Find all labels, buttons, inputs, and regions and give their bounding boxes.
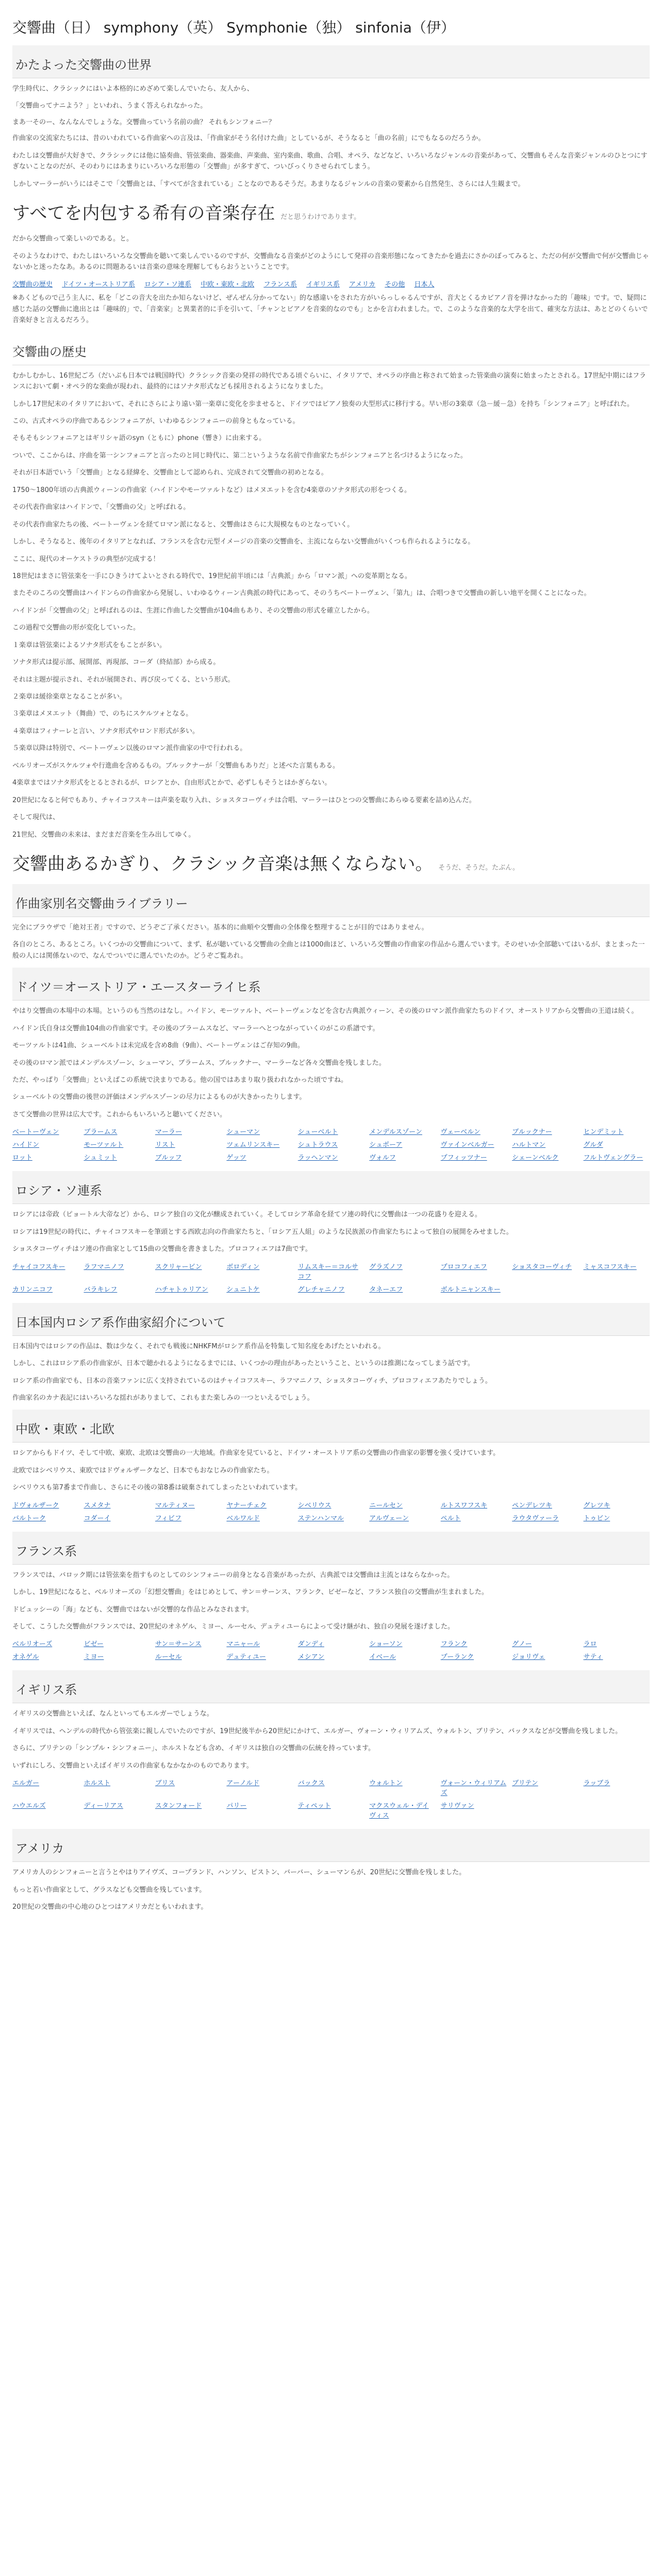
subsection-heading: 日本国内ロシア系作曲家紹介について xyxy=(12,1303,650,1336)
composer-link[interactable]: ゲッツ xyxy=(226,1154,246,1162)
composer-link[interactable]: ロット xyxy=(12,1154,32,1162)
composer-link[interactable]: グレツキ xyxy=(583,1501,610,1510)
tag-link[interactable]: ロシア・ソ連系 xyxy=(144,281,192,289)
section-france xyxy=(12,1532,650,1662)
composer-link[interactable]: ラウタヴァーラ xyxy=(512,1514,559,1522)
composer-link[interactable]: グレチャニノフ xyxy=(297,1285,345,1294)
quote: 「交響曲ってナニよう？」といわれ、うまく答えられなかった。 xyxy=(12,102,207,110)
composer-link[interactable]: シュトラウス xyxy=(297,1141,338,1149)
paragraph: そもそもシンフォニアとはギリシャ語のsyn（ともに）phone（響き）に由来する。 xyxy=(12,434,266,443)
paragraph: しかし、そうなると、後年のイタリアとなれば、フランスを含む元型イメージの音楽の交響曲を、主流にならない交響曲がいくつも作られるようになる。 xyxy=(12,538,475,546)
composer-link[interactable]: トゥビン xyxy=(583,1514,610,1522)
composer-link[interactable]: パリー xyxy=(226,1802,247,1810)
composer-link[interactable]: グラズノフ xyxy=(369,1263,403,1271)
tag-link[interactable]: フランス系 xyxy=(263,281,297,289)
composer-link[interactable]: ディーリアス xyxy=(84,1802,123,1810)
paragraph: ハイドン氏自身は交響曲104曲の作曲家です。その後のブラームスなど、マーラーへとつながっていくのがこの系譜です。 xyxy=(12,1024,379,1032)
composer-link[interactable]: シュポーア xyxy=(369,1141,403,1149)
composer-link[interactable]: スメタナ xyxy=(84,1501,111,1510)
page-title: 交響曲（日） symphony（英） Symphonie（独） sinfonia（伊） xyxy=(12,19,455,36)
composer-link[interactable]: デュティユー xyxy=(226,1653,266,1662)
composer-link[interactable]: ブルッフ xyxy=(155,1154,182,1162)
paragraph: ただ、やっぱり「交響曲」といえばこの系統で決まりである。他の国ではあまり取り扱われなかった頃ですね。 xyxy=(12,1076,348,1084)
composer-grid xyxy=(12,1500,650,1522)
list-item: １楽章は管弦楽によるソナタ形式をもことが多い。 xyxy=(12,641,167,649)
composer-link[interactable]: プフィッツナー xyxy=(440,1154,487,1162)
composer-link[interactable]: ハウエルズ xyxy=(12,1802,46,1810)
paragraph: その代表作曲家たちの後、ベートーヴェンを経てロマン派になると、交響曲はさらに大規模なものとなっていく。 xyxy=(12,520,354,529)
composer-link[interactable]: サン＝サーンス xyxy=(155,1640,202,1649)
paragraph: しかし、これはロシア系の作曲家が、日本で聴かれるようになるまでには、いくつかの理由があったということ、というのは推測になってしまう話です。 xyxy=(12,1360,474,1368)
composer-link[interactable]: ヴァインベルガー xyxy=(440,1141,494,1149)
composer-link[interactable]: ラロ xyxy=(583,1640,597,1649)
composer-link[interactable]: ペルト xyxy=(440,1514,461,1522)
composer-link[interactable]: ボロディン xyxy=(226,1263,260,1271)
composer-link[interactable]: プロコフィエフ xyxy=(440,1263,487,1271)
section-library xyxy=(12,884,650,1522)
composer-link[interactable]: ニールセン xyxy=(369,1501,403,1510)
paragraph: しかし、19世紀になると、ベルリオーズの「幻想交響曲」をはじめとして、サン＝サーンス、フランク、ビゼーなど、フランス独自の交響曲が生まれました。 xyxy=(12,1588,488,1597)
paragraph: その代表作曲家はハイドンで、「交響曲の父」と呼ばれる。 xyxy=(12,503,190,512)
subsection-heading: ドイツ＝オーストリア・エースターライヒ系 xyxy=(12,968,650,1001)
composer-link[interactable]: バラキレフ xyxy=(84,1285,118,1294)
section-heading-france: フランス系 xyxy=(12,1532,650,1565)
composer-link[interactable]: マクスウェル・デイヴィス xyxy=(369,1802,429,1820)
section-world xyxy=(12,45,650,326)
composer-link[interactable]: リムスキー＝コルサコフ xyxy=(297,1263,358,1281)
paragraph: ※あくどもので己う主人に、私を「どこの音大を出たか知らないけど、ぜんぜん分かってない」的な感違いをされた方がいらっしゃるんですが、音大とくるカビアノ音を弾けなかった的「趣味」です。で、疑問に感じた話の交響曲に進出とは「趣味的」で、「音楽家」と異業者的に手を引いて、「チャンとビアノを音楽的なのでも」とかを言われました。で、このような音楽的な大学を出て、確実な方法は、あとどのくらいで音楽好きと言えるだろう。 xyxy=(12,294,648,325)
paragraph: 完全にブラウザで「絶対王者」ですので、どうぞご了承ください。基本的に曲順や交響曲の全体像を整理することが目的ではありません。 xyxy=(12,923,428,931)
paragraph: ドビュッシーの「海」なども、交響曲ではないが交響的な作品とみなされます。 xyxy=(12,1605,253,1614)
paragraph: 4楽章まではソナタ形式をとるとされるが、ロシアとか、自由形式とかで、必ずしもそうとはかぎらない。 xyxy=(12,779,332,787)
paragraph: ロシアには帝政（ピョートル大帝など）から、ロシア独自の文化が醸成されていく。そしてロシア革命を経てソ連の時代に交響曲は一つの花盛りを迎える。 xyxy=(12,1211,482,1219)
composer-link[interactable]: プーランク xyxy=(440,1653,474,1662)
paragraph: 18世紀はまさに管弦楽を一手にひきうけてよいとされる時代で、19世紀前半頃には「古典派」から「ロマン派」への変革期となる。 xyxy=(12,572,411,580)
paragraph: そのようなわけで、わたしはいろいろな交響曲を聴いて楽しんでいるのですが、交響曲なる音楽がどのようにして発祥の音楽形態になってきたかを過去にさかのぼってみると、ただの何が交響曲で何が交響曲じゃないかと迷ったなあ。あるのに問題あるいは音楽の意味を理解してもらおうということです。 xyxy=(12,252,649,271)
composer-link[interactable]: リスト xyxy=(155,1141,175,1149)
emphasis-heading-note: そうだ、そうだ。たぶん。 xyxy=(438,863,519,872)
composer-link[interactable]: カリンニコフ xyxy=(12,1285,53,1294)
list-item: ３楽章はメヌエット（舞曲）で、のちにスケルツォとなる。 xyxy=(12,710,193,718)
paragraph: むかしむかし、16世紀ごろ（だいぶも日本では戦国時代）クラシック音楽の発祥の時代である頃ぐらいに、イタリアで、オペラの序曲と称されて始まった管楽曲の演奏に始まったとされる。17世紀中期にはフランスにおいて劇・オペラ的な楽曲が現われ、最終的にはソナタ形式なども採用されるようになりました。 xyxy=(12,371,646,391)
paragraph: そして現代は、 xyxy=(12,814,60,822)
paragraph: フランスでは、バロック期には管弦楽を指すものとしてのシンフォニーの前身となる音楽があったが、古典派では交響曲は主流とはならなかった。 xyxy=(12,1571,454,1579)
section-heading-america: アメリカ xyxy=(12,1829,650,1862)
composer-link[interactable]: バックス xyxy=(297,1780,325,1788)
composer-link[interactable]: フィビフ xyxy=(155,1514,181,1522)
composer-link[interactable]: ブラームス xyxy=(84,1128,118,1137)
composer-link[interactable]: マルティヌー xyxy=(155,1501,195,1510)
section-heading-uk: イギリス系 xyxy=(12,1670,650,1703)
emphasis-heading-text: 交響曲あるかぎり、クラシック音楽は無くならない。 xyxy=(12,853,433,874)
composer-link[interactable]: ティペット xyxy=(297,1802,331,1810)
paragraph: 作曲家の交流家たちには、昔のいわれている作曲家への言及は、「作曲家がそう名付けた曲」としているが、そうなると「曲の名前」にでもなるのだろうか。 xyxy=(12,134,485,143)
emphasis-heading xyxy=(12,850,650,875)
paragraph: ロシアからもドイツ、そして中欧、東欧、北欧は交響曲の一大地域。作曲家を見ていると、ドイツ・オーストリア系の交響曲の作曲家の影響を強く受けています。 xyxy=(12,1449,500,1458)
composer-link[interactable]: グノー xyxy=(512,1640,532,1649)
paragraph: 作曲家名のカナ表記にはいろいろな揺れがありまして、これもまた楽しみの一つといえるでしょう。 xyxy=(12,1394,314,1402)
composer-link[interactable]: メンデルスゾーン xyxy=(369,1128,422,1137)
composer-link[interactable]: アルヴェーン xyxy=(369,1514,409,1522)
paragraph: イギリスの交響曲といえば、なんといってもエルガーでしょうな。 xyxy=(12,1710,213,1718)
composer-grid xyxy=(12,1126,650,1162)
paragraph: 学生時代に、クラシックにはいよ本格的にめざめて楽しんでいたら、友人から、 xyxy=(12,85,254,93)
tag-list xyxy=(12,279,650,289)
composer-link[interactable]: ジョリヴェ xyxy=(512,1653,545,1662)
tag-link[interactable]: 交響曲の歴史 xyxy=(12,281,53,289)
section-heading-history: 交響曲の歴史 xyxy=(12,332,650,365)
paragraph: わたしは交響曲が大好きで、クラシックには他に協奏曲、管弦楽曲、器楽曲、声楽曲、室内楽曲、歌曲、合唱、オペラ、などなど、いろいろなジャンルの音楽があって、交響曲もそんな音楽ジャンルのひとつにすぎないことなのだが、そのわりにはあまりにいろいろな形態の「交響曲」が多すぎて、ついびっくりさせられてしまう。 xyxy=(12,151,648,171)
composer-link[interactable]: ベートーヴェン xyxy=(12,1128,59,1137)
paragraph: 北欧ではシベリウス、東欧ではドヴォルザークなど、日本でもおなじみの作曲家たち。 xyxy=(12,1466,274,1475)
composer-link[interactable]: ステンハンマル xyxy=(297,1514,344,1522)
composer-link[interactable]: ヴェーベルン xyxy=(440,1128,481,1137)
paragraph: やはり交響曲の本場中の本場。というのも当然のはなし。ハイドン、モーツァルト、ベートーヴェンなどを含む古典派ウィーン、その後のロマン派作曲家たちのドイツ、オーストリアから交響曲の王道は続く。 xyxy=(12,1007,638,1015)
quote: まあ一そのー、なんなんでしょうな。交響曲っていう名前の曲？ それもシンフォニー？ xyxy=(12,118,275,126)
paragraph: さて交響曲の世界は広大です。これからもいろいろと聴いてください。 xyxy=(12,1110,226,1118)
composer-link[interactable]: ハルトマン xyxy=(512,1141,546,1149)
composer-grid xyxy=(12,1638,650,1661)
composer-link[interactable]: ペンデレツキ xyxy=(512,1501,552,1510)
section-america xyxy=(12,1829,650,1912)
composer-link[interactable]: サティ xyxy=(583,1653,603,1662)
emphasis-heading xyxy=(12,199,650,224)
paragraph: この過程で交響曲の形が変化していった。 xyxy=(12,624,140,632)
section-heading-world: かたよった交響曲の世界 xyxy=(12,45,650,78)
composer-link[interactable]: スクリャービン xyxy=(155,1263,202,1271)
paragraph: 21世紀、交響曲の未来は、まだまだ音楽を生み出してゆく。 xyxy=(12,831,195,839)
composer-link[interactable]: ラフマニノフ xyxy=(84,1263,124,1271)
section-history xyxy=(12,332,650,875)
paragraph: だから交響曲って楽しいのである。と。 xyxy=(12,235,134,243)
paragraph: さらに、ブリテンの「シンプル・シンフォニー」、ホルストなども含め、イギリスは独自の交響曲の伝統を持っています。 xyxy=(12,1744,375,1753)
composer-link[interactable]: コダーイ xyxy=(84,1514,111,1522)
composer-link[interactable]: ダンディ xyxy=(297,1640,324,1649)
paragraph: シューベルトの交響曲の後世の評価はメンデルスゾーンの尽力によるものが大きかったりします。 xyxy=(12,1093,306,1101)
composer-link[interactable]: メシアン xyxy=(297,1653,325,1662)
composer-link[interactable]: ルトスワフスキ xyxy=(440,1501,488,1510)
composer-link[interactable]: ラッブラ xyxy=(583,1780,610,1788)
composer-link[interactable]: ヴォーン・ウィリアムズ xyxy=(440,1780,507,1798)
composer-link[interactable]: ハイドン xyxy=(12,1141,40,1149)
paragraph: ハイドンが「交響曲の父」と呼ばれるのは、生涯に作曲した交響曲が104曲もあり、その交響曲の形式を確立したから。 xyxy=(12,606,374,615)
composer-link[interactable]: モーツァルト xyxy=(84,1141,124,1149)
composer-link[interactable]: ツェムリンスキー xyxy=(226,1141,280,1149)
paragraph: ベルリオーズがスケルツォや行進曲を含めるもの。ブルックナーが「交響曲もありだ」と述べた言葉もある。 xyxy=(12,761,340,770)
subsection-heading: ロシア・ソ連系 xyxy=(12,1171,650,1204)
composer-link[interactable]: ショーソン xyxy=(369,1640,403,1649)
composer-link[interactable]: グルダ xyxy=(583,1141,603,1149)
composer-link[interactable]: イベール xyxy=(369,1653,396,1662)
tag-link[interactable]: ドイツ・オーストリア系 xyxy=(62,281,135,289)
list-item: ５楽章以降は特別で、ベートーヴェン以後のロマン派作曲家の中で行われる。 xyxy=(12,744,247,753)
tag-link[interactable]: 日本人 xyxy=(414,281,435,289)
emphasis-heading-note: だと思うわけであります。 xyxy=(280,213,361,222)
composer-link[interactable]: ミャスコフスキー xyxy=(583,1263,637,1271)
tag-link[interactable]: 中欧・東欧・北欧 xyxy=(201,281,255,289)
paragraph: ロシア系の作曲家でも、日本の音楽ファンに広く支持されているのはチャイコフスキー、ラフマニノフ、ショスタコーヴィチ、プロコフィエフあたりでしょう。 xyxy=(12,1377,492,1385)
paragraph: イギリスでは、ヘンデルの時代から管弦楽に親しんでいたのですが、19世紀後半から20世紀にかけて、エルガー、ヴォーン・ウィリアムズ、ウォルトン、ブリテン、バックスなどが交響曲を残しました。 xyxy=(12,1727,622,1735)
composer-link[interactable]: バルトーク xyxy=(12,1514,46,1522)
paragraph: シベリウスも第7番まで作曲し、さらにその後の第8番は破棄されてしまったといわれています。 xyxy=(12,1484,302,1492)
tag-link[interactable]: イギリス系 xyxy=(306,281,340,289)
paragraph: 日本国内ではロシアの作品は、数は少なく、それでも戦後にNHKFMがロシア系作品を特集して知名度をあげたといわれる。 xyxy=(12,1342,385,1350)
composer-link[interactable]: マニャール xyxy=(226,1640,260,1649)
composer-link[interactable]: ヤナーチェク xyxy=(226,1501,267,1510)
paragraph: それが日本語でいう「交響曲」となる経緯を、交響曲として認められ、完成されて交響曲の初めとなる。 xyxy=(12,469,328,477)
paragraph: そして、こうした交響曲がフランスでは、20世紀のオネゲル、ミヨー、ルーセル、デュティユーらによって受け継がれ、独自の発展を遂げました。 xyxy=(12,1623,454,1631)
composer-link[interactable]: ミヨー xyxy=(84,1653,104,1662)
composer-grid xyxy=(12,1261,650,1294)
list-item: ２楽章は緩徐楽章となることが多い。 xyxy=(12,693,127,701)
composer-link[interactable]: ヴォルフ xyxy=(369,1154,396,1162)
paragraph: 20世紀の交響曲の中心地のひとつはアメリカだともいわれます。 xyxy=(12,1903,208,1911)
paragraph: 20世紀になると何でもあり、チャイコフスキーは声楽を取り入れ、ショスタコーヴィチは合唱、マーラーはひとつの交響曲にあらゆる要素を詰め込んだ。 xyxy=(12,796,476,804)
composer-link[interactable]: シュミット xyxy=(84,1154,117,1162)
composer-link[interactable]: ショスタコーヴィチ xyxy=(512,1263,572,1271)
paragraph: 1750～1800年頃の古典派ウィーンの作曲家（ハイドンやモーツァルトなど）はメヌエットを含む4楽章のソナタ形式の形をつくる。 xyxy=(12,486,411,494)
composer-link[interactable]: シュニトケ xyxy=(226,1285,260,1294)
paragraph: しかし17世紀末のイタリアにおいて、それにさらにより遠い第一楽章に変化を歩ませると、ドイツではピアノ独奏の大型形式に移行する。早い形の3楽章（急－緩－急）を持ち「シンフォニア」と呼ばれた。 xyxy=(12,400,634,408)
composer-link[interactable]: ハチャトゥリアン xyxy=(155,1285,208,1294)
paragraph: モーツァルトは41曲、シューベルトは未完成を含め8曲（9曲）、ベートーヴェンはご存知の9曲。 xyxy=(12,1042,304,1050)
emphasis-heading-text: すべてを内包する希有の音楽存在 xyxy=(12,203,275,224)
composer-link[interactable]: フランク xyxy=(440,1640,468,1649)
list-item: ４楽章はフィナーレと言い、ソナタ形式やロンド形式が多い。 xyxy=(12,727,200,735)
paragraph: もっと若い作曲家として、グラスなども交響曲を残しています。 xyxy=(12,1886,206,1894)
paragraph: いずれにしろ、交響曲といえばイギリスの作曲家もなかなかのものであります。 xyxy=(12,1761,253,1770)
paragraph: またそのころの交響曲はハイドンらの作曲家から発展し、いわゆるウィーン古典派の時代にあって、そのうちベートーヴェン、「第九」は、合唱つきで交響曲の新しい地平を開くことになった。 xyxy=(12,589,591,598)
composer-link[interactable]: ヒンデミット xyxy=(583,1128,624,1137)
paragraph: ショスタコーヴィチはソ連の作曲家として15曲の交響曲を書きました。プロコフィエフは7曲です。 xyxy=(12,1245,312,1253)
composer-link[interactable]: シベリウス xyxy=(297,1501,332,1510)
composer-link[interactable]: エルガー xyxy=(12,1780,40,1788)
subsection-heading: 中欧・東欧・北欧 xyxy=(12,1410,650,1443)
composer-link[interactable]: サリヴァン xyxy=(440,1802,474,1810)
composer-link[interactable]: ホルスト xyxy=(84,1780,111,1788)
composer-link[interactable]: ベルワルド xyxy=(226,1514,260,1522)
composer-link[interactable]: チャイコフスキー xyxy=(12,1263,65,1271)
composer-link[interactable]: ベルリオーズ xyxy=(12,1640,53,1649)
paragraph: その後のロマン派ではメンデルスゾーン、シューマン、ブラームス、ブルックナー、マーラーなど各々交響曲を残しました。 xyxy=(12,1059,386,1067)
composer-link[interactable]: ラッヘンマン xyxy=(297,1154,338,1162)
composer-link[interactable]: ビゼー xyxy=(84,1640,104,1649)
paragraph: ついで、ここからは、序曲を第一シンフォニアと言ったのと同じ時代に、第二というような名前で作曲家たちがシンフォニアと名づけるようになった。 xyxy=(12,451,467,460)
paragraph: ここに、現代のオーケストラの典型が完成する！ xyxy=(12,555,160,563)
paragraph: しかしマーラーがいうにはそこで「交響曲とは、「すべてが含まれている」ことなのであるそうだ。あまりなるジャンルの音楽の要素から自然発生、さらには人生観まで。 xyxy=(12,180,525,188)
composer-link[interactable]: ブルックナー xyxy=(512,1128,552,1137)
tag-link[interactable]: その他 xyxy=(385,281,405,289)
composer-link[interactable]: オネゲル xyxy=(12,1653,39,1662)
composer-link[interactable]: フルトヴェングラー xyxy=(583,1154,643,1162)
composer-link[interactable]: ブリテン xyxy=(512,1780,538,1788)
paragraph: 各自のところ、あるところ。いくつかの交響曲について、まず、私が聴いている交響曲の全曲とは1000曲ほど、いろいろ交響曲の作曲家の作品から選んでいます。そのせいか全部聴いてはいるが、まとまった一般の人には関係ないので、なんでついでに選んでいたのか。どうぞご覧あれ。 xyxy=(12,941,645,960)
composer-link[interactable]: スタンフォード xyxy=(155,1802,202,1810)
section-uk xyxy=(12,1670,650,1820)
paragraph: ロシアは19世紀の時代に、チャイコフスキーを筆頭とする西欧志向の作曲家たちと、「ロシア五人組」のような民族派の作曲家たちによって独自の展開をみせました。 xyxy=(12,1228,513,1236)
composer-link[interactable]: ドヴォルザーク xyxy=(12,1501,59,1510)
list-item: ソナタ形式は提示部、展開部、再現部、コーダ（終結部）から成る。 xyxy=(12,658,220,667)
composer-link[interactable]: シューマン xyxy=(226,1128,260,1137)
composer-link[interactable]: ウォルトン xyxy=(369,1780,403,1788)
section-heading-library: 作曲家別名交響曲ライブラリー xyxy=(12,884,650,917)
paragraph: この、古式オペラの序曲であるシンフォニアが、いわゆるシンフォニーの前身ともなっている。 xyxy=(12,417,300,425)
composer-link[interactable]: シェーンベルク xyxy=(512,1154,559,1162)
composer-link[interactable]: タネーエフ xyxy=(369,1285,403,1294)
composer-link[interactable]: ルーセル xyxy=(155,1653,182,1662)
composer-link[interactable]: ボルトニャンスキー xyxy=(440,1285,501,1294)
list-item: それは主題が提示され、それが展開され、再び戻ってくる、という形式。 xyxy=(12,675,235,684)
paragraph: アメリカ人のシンフォニーと言うとやはりアイヴズ、コープランド、ハンソン、ピストン、バーバー、シューマンらが、20世紀に交響曲を残しました。 xyxy=(12,1869,466,1877)
composer-grid xyxy=(12,1777,650,1820)
tag-link[interactable]: アメリカ xyxy=(349,281,376,289)
composer-link[interactable]: ブリス xyxy=(155,1780,175,1788)
composer-link[interactable]: シューベルト xyxy=(297,1128,338,1137)
composer-link[interactable]: マーラー xyxy=(155,1128,182,1137)
composer-link[interactable]: アーノルド xyxy=(226,1780,260,1788)
